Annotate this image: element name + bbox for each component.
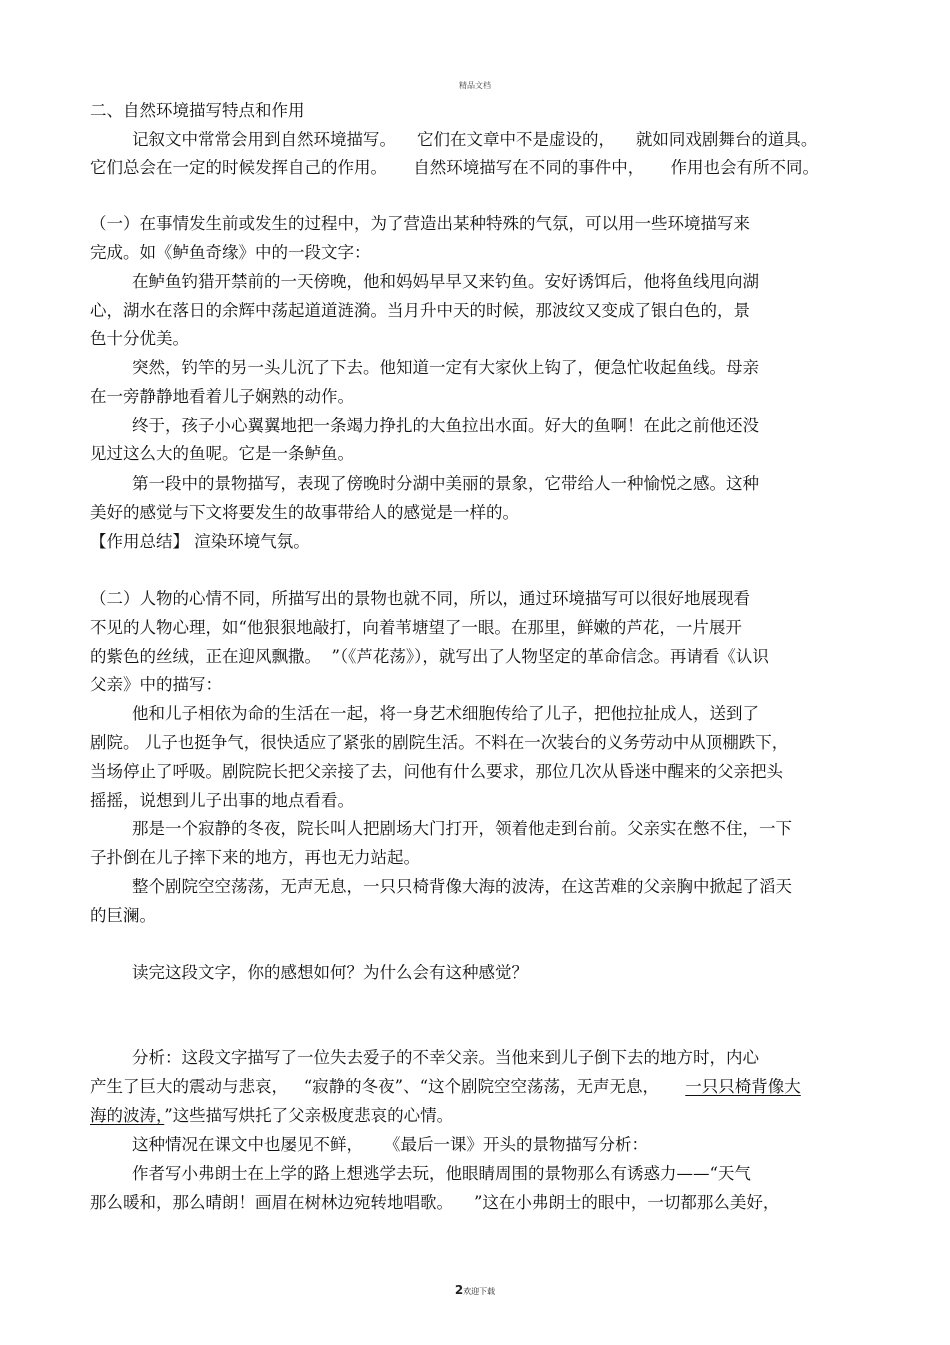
text-line: 的巨澜。 bbox=[90, 906, 156, 925]
text-line: 不见的人物心理，如“他狠狠地敲打，向着苇塘望了一眼。在那里，鲜嫩的芦花，一片展开 bbox=[90, 618, 742, 637]
text-line: 这种情况在课文中也屡见不鲜， 《最后一课》开头的景物描写分析： bbox=[90, 1135, 648, 1154]
text-line: 剧院。 儿子也挺争气，很快适应了紧张的剧院生活。不料在一次装台的义务劳动中从顶棚跌下， bbox=[90, 733, 789, 752]
text-line: 在鲈鱼钓猎开禁前的一天傍晚，他和妈妈早早又来钓鱼。安好诱饵后，他将鱼线甩向湖 bbox=[90, 272, 759, 291]
text-line: 子扑倒在儿子摔下来的地方，再也无力站起。 bbox=[90, 848, 420, 867]
underlined-phrase: 海的波涛， bbox=[90, 1106, 165, 1125]
text-line: 摇摇，说想到儿子出事的地点看看。 bbox=[90, 791, 354, 810]
text-line: 那是一个寂静的冬夜，院长叫人把剧场大门打开，领着他走到台前。父亲实在憋不住，一下 bbox=[90, 819, 792, 838]
text-line: 见过这么大的鱼呢。它是一条鲈鱼。 bbox=[90, 444, 354, 463]
text-line: 当场停止了呼吸。剧院院长把父亲接了去，问他有什么要求，那位几次从昏迷中醒来的父亲把头 bbox=[90, 762, 783, 781]
text-line: 他和儿子相依为命的生活在一起，将一身艺术细胞传给了儿子，把他拉扯成人，送到了 bbox=[90, 704, 759, 723]
text-line bbox=[90, 1105, 453, 1127]
text-line: 心，湖水在落日的余辉中荡起道道涟漪。当月升中天的时候，那波纹又变成了银白色的，景 bbox=[90, 301, 750, 320]
text-line: 在一旁静静地看着儿子娴熟的动作。 bbox=[90, 387, 354, 406]
text-line: 的紫色的丝绒，正在迎风飘撒。 ”（《芦花荡》），就写出了人物坚定的革命信念。再请看《认识 bbox=[90, 647, 769, 666]
section-heading: 二、自然环境描写特点和作用 bbox=[90, 101, 305, 120]
text-line bbox=[90, 1076, 801, 1098]
underlined-phrase: 一只只椅背像大 bbox=[685, 1077, 801, 1096]
text-line: 突然，钓竿的另一头儿沉了下去。他知道一定有大家伙上钩了，便急忙收起鱼线。母亲 bbox=[90, 358, 759, 377]
text-line: 父亲》中的描写： bbox=[90, 675, 222, 694]
text-line: 美好的感觉与下文将要发生的故事带给人的感觉是一样的。 bbox=[90, 503, 519, 522]
footer-text: 欢迎下载 bbox=[463, 1287, 496, 1296]
text-line: 它们总会在一定的时候发挥自己的作用。 自然环境描写在不同的事件中， 作用也会有所不同。 bbox=[90, 158, 819, 177]
page-header: 精品文档 bbox=[459, 81, 491, 90]
text-line: （二）人物的心情不同，所描写出的景物也就不同，所以，通过环境描写可以很好地展现看 bbox=[90, 589, 750, 608]
text-line: 终于，孩子小心翼翼地把一条竭力挣扎的大鱼拉出水面。好大的鱼啊！在此之前他还没 bbox=[90, 416, 759, 435]
text-line: （一）在事情发生前或发生的过程中，为了营造出某种特殊的气氛，可以用一些环境描写来 bbox=[90, 214, 750, 233]
summary-line: 【作用总结】 渲染环境气氛。 bbox=[90, 532, 310, 551]
text-line: 第一段中的景物描写，表现了傍晚时分湖中美丽的景象，它带给人一种愉悦之感。这种 bbox=[90, 474, 759, 493]
page-footer bbox=[0, 1283, 950, 1297]
text-line: 作者写小弗朗士在上学的路上想逃学去玩，他眼睛周围的景物那么有诱惑力——“天气 bbox=[90, 1164, 751, 1183]
text-span: ”这些描写烘托了父亲极度悲哀的心情。 bbox=[164, 1106, 454, 1125]
text-line: 色十分优美。 bbox=[90, 329, 189, 348]
text-line: 整个剧院空空荡荡，无声无息，一只只椅背像大海的波涛，在这苦难的父亲胸中掀起了滔天 bbox=[90, 877, 792, 896]
text-line: 分析：这段文字描写了一位失去爱子的不幸父亲。当他来到儿子倒下去的地方时，内心 bbox=[90, 1048, 759, 1067]
question-line: 读完这段文字，你的感想如何？为什么会有这种感觉？ bbox=[90, 963, 528, 982]
page-number: 2 bbox=[454, 1283, 464, 1297]
text-line: 完成。如《鲈鱼奇缘》中的一段文字： bbox=[90, 243, 371, 262]
text-span: 产生了巨大的震动与悲哀， “寂静的冬夜”、“这个剧院空空荡荡，无声无息， bbox=[90, 1077, 686, 1096]
text-line: 那么暖和，那么晴朗！画眉在树林边宛转地唱歌。 ”这在小弗朗士的眼中，一切都那么美好， bbox=[90, 1193, 780, 1212]
text-line: 记叙文中常常会用到自然环境描写。 它们在文章中不是虚设的， 就如同戏剧舞台的道具。 bbox=[90, 130, 818, 149]
